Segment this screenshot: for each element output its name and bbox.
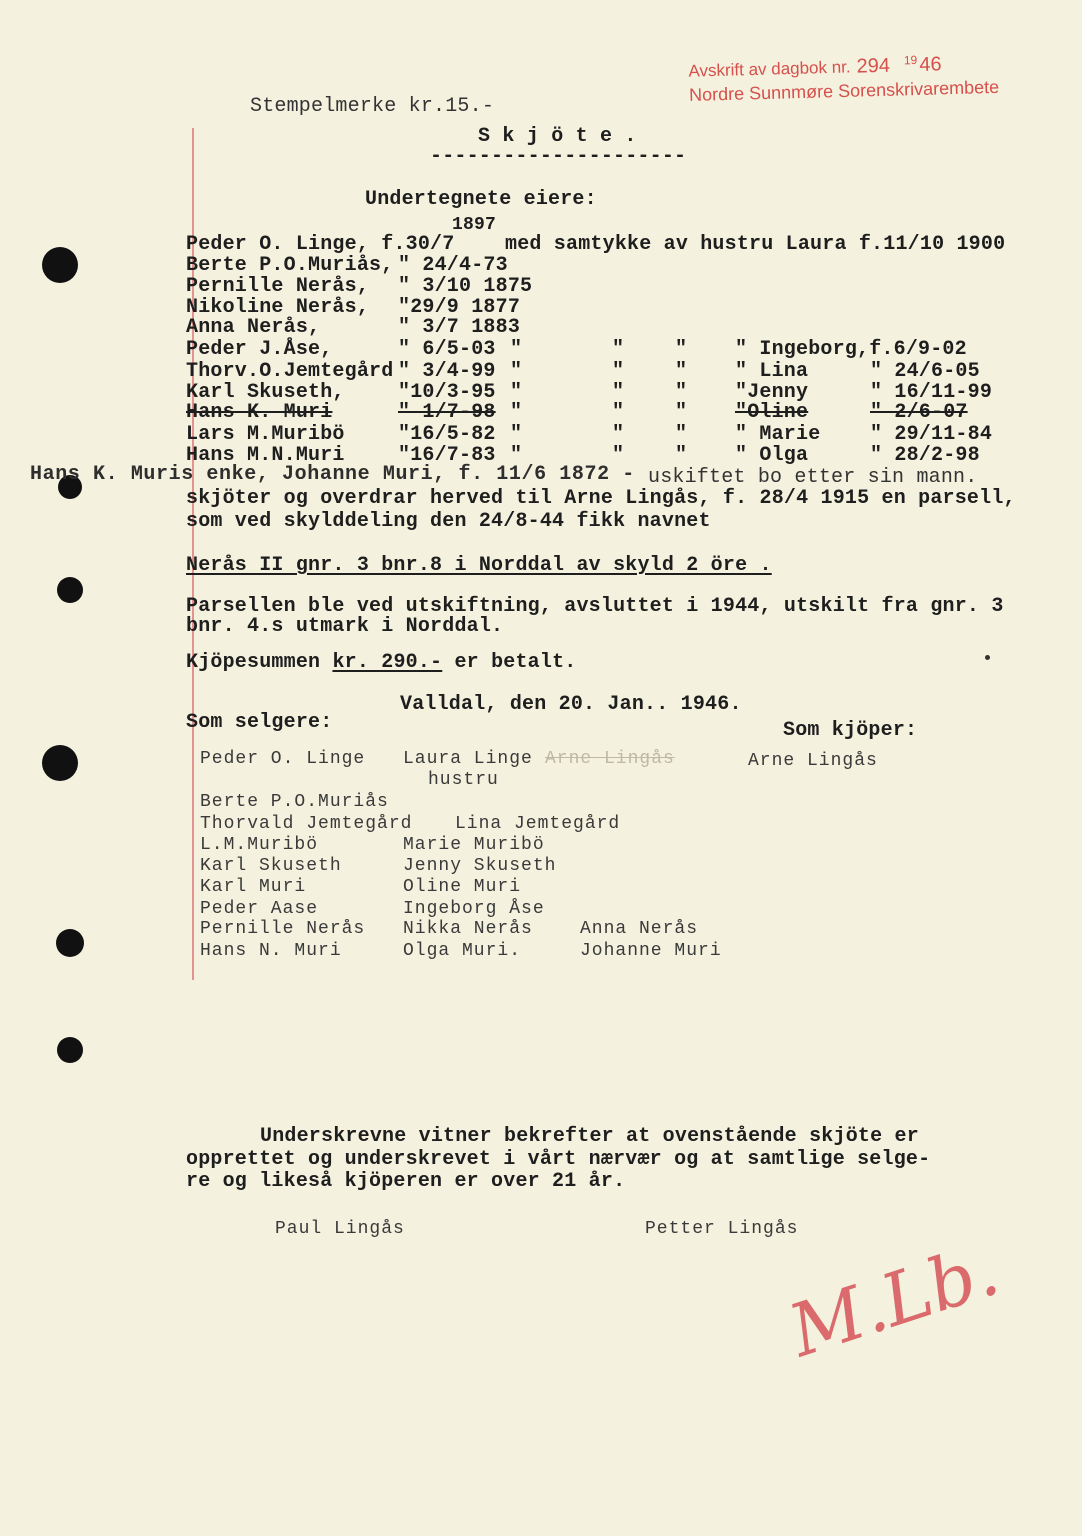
spouse-born: " 24/6-05 <box>870 360 980 383</box>
owner-row <box>0 339 1082 361</box>
ditto-mark: " <box>612 401 625 424</box>
owner-born: "10/3-95 <box>398 381 496 404</box>
ditto-mark: " <box>675 423 688 446</box>
spouse-name: " Ingeborg,f.6/9-02 <box>735 338 967 361</box>
seller-signature: Laura Linge <box>403 749 533 769</box>
punch-hole <box>57 1037 83 1063</box>
seller-signature: Olga Muri. <box>403 941 522 961</box>
witness-line-3: re og likeså kjöperen er over 21 år. <box>186 1170 626 1193</box>
ditto-mark: " <box>612 444 625 467</box>
title-rule: --------------------- <box>430 145 687 168</box>
seller-signature: Peder O. Linge <box>200 749 366 769</box>
ditto-mark: " <box>510 360 523 383</box>
spouse-consent: med samtykke av hustru Laura f.11/10 1900 <box>505 233 1006 256</box>
registry-stamp <box>688 46 999 106</box>
witness-line-1: Underskrevne vitner bekrefter at ovenstående skjöte er <box>260 1125 919 1148</box>
owner-name: Anna Nerås, <box>186 316 321 339</box>
conveyance-line-1: skjöter og overdrar herved til Arne Lingås, f. 28/4 1915 en parsell, <box>186 487 1016 510</box>
seller-signature: Karl Muri <box>200 877 307 897</box>
purchase-amount: kr. 290.- <box>332 651 443 674</box>
spouse-born: " 2/6-07 <box>870 401 968 424</box>
owner-name: Lars M.Muribö <box>186 423 345 446</box>
punch-hole <box>42 745 78 781</box>
seller-role: hustru <box>428 770 499 790</box>
stamp-text: Avskrift av dagbok nr. <box>688 57 851 81</box>
ink-dot <box>985 655 990 660</box>
stamp-diary-number: 294 <box>856 54 891 78</box>
spouse-name: " Lina <box>735 360 809 383</box>
owner-name: Berte P.O.Muriås, <box>186 254 394 277</box>
conveyance-line-2: som ved skylddeling den 24/8-44 fikk navnet <box>186 510 711 533</box>
ditto-mark: " <box>510 401 523 424</box>
seller-signature: Pernille Nerås <box>200 919 366 939</box>
stamp-year: 46 <box>919 53 942 76</box>
seller-signature: Marie Muribö <box>403 835 545 855</box>
origin-line-1: Parsellen ble ved utskiftning, avsluttet i 1944, utskilt fra gnr. 3 <box>186 595 1004 618</box>
owner-name: Nikoline Nerås, <box>186 296 370 319</box>
owner-row <box>0 276 1082 298</box>
ditto-mark: " <box>612 360 625 383</box>
spouse-name: " Marie <box>735 423 821 446</box>
widow-note: uskiftet bo etter sin mann. <box>648 466 978 489</box>
ditto-mark: " <box>510 381 523 404</box>
ditto-mark: " <box>675 338 688 361</box>
spouse-name: " Olga <box>735 444 809 467</box>
crossed-signature: Arne Lingås <box>545 749 675 769</box>
owner-row <box>0 255 1082 277</box>
seller-signature: Oline Muri <box>403 877 522 897</box>
sellers-heading: Som selgere: <box>186 711 333 734</box>
owner-born: " 1/7-98 <box>398 401 496 424</box>
handwritten-initials: M.Lb. <box>779 1227 1009 1373</box>
ditto-mark: " <box>510 444 523 467</box>
seller-signature: Lina Jemtegård <box>455 814 621 834</box>
owner-born: "16/7-83 <box>398 444 496 467</box>
seller-signature: L.M.Muribö <box>200 835 319 855</box>
origin-line-2: bnr. 4.s utmark i Norddal. <box>186 615 504 638</box>
ditto-mark: " <box>675 401 688 424</box>
spouse-name: "Jenny <box>735 381 809 404</box>
stamp-duty: Stempelmerke kr.15.- <box>250 95 495 118</box>
witness-signature: Petter Lingås <box>645 1219 799 1239</box>
place-date: Valldal, den 20. Jan.. 1946. <box>400 693 742 716</box>
stamp-office: Nordre Sunnmøre Sorenskrivarembete <box>688 76 1000 105</box>
owner-born: " 3/7 1883 <box>398 316 521 339</box>
owner-row <box>0 297 1082 319</box>
owners-heading: Undertegnete eiere: <box>365 188 597 211</box>
owner-name: Hans K. Muri <box>186 401 333 424</box>
seller-signature: Peder Aase <box>200 899 319 919</box>
buyer-heading: Som kjöper: <box>783 719 918 742</box>
seller-signature: Jenny Skuseth <box>403 856 557 876</box>
widow-line: Hans K. Muris enke, Johanne Muri, f. 11/6 1872 - <box>30 463 635 486</box>
owner-born: " 3/4-99 <box>398 360 496 383</box>
spouse-born: " 16/11-99 <box>870 381 993 404</box>
spouse-name: "Oline <box>735 401 809 424</box>
owner-name: Karl Skuseth, <box>186 381 345 404</box>
owner-name: Peder J.Åse, <box>186 338 333 361</box>
ditto-mark: " <box>675 444 688 467</box>
purchase-line <box>186 652 577 674</box>
seller-signature: Berte P.O.Muriås <box>200 792 389 812</box>
owner-name: Pernille Nerås, <box>186 275 370 298</box>
seller-signature: Nikka Nerås <box>403 919 533 939</box>
owner-row <box>0 424 1082 446</box>
property-description: Nerås II gnr. 3 bnr.8 i Norddal av skyld 2 öre . <box>186 554 772 577</box>
document-title: S k j ö t e . <box>478 125 637 148</box>
owner-birth-year: 1897 <box>452 215 497 235</box>
ditto-mark: " <box>510 338 523 361</box>
owner-row <box>0 317 1082 339</box>
ditto-mark: " <box>675 360 688 383</box>
witness-signature: Paul Lingås <box>275 1219 405 1239</box>
stamp-century: 19 <box>903 53 918 68</box>
seller-signature: Thorvald Jemtegård <box>200 814 413 834</box>
spouse-born: " 28/2-98 <box>870 444 980 467</box>
spouse-born: " 29/11-84 <box>870 423 993 446</box>
owner-born: " 3/10 1875 <box>398 275 533 298</box>
seller-signature: Hans N. Muri <box>200 941 342 961</box>
punch-hole <box>56 929 84 957</box>
owner-name: Peder O. Linge, f.30/7 <box>186 233 455 256</box>
owner-born: " 24/4-73 <box>398 254 508 277</box>
purchase-label: Kjöpesummen <box>186 651 321 674</box>
ditto-mark: " <box>612 338 625 361</box>
ditto-mark: " <box>612 381 625 404</box>
purchase-status: er betalt. <box>454 651 577 674</box>
ditto-mark: " <box>612 423 625 446</box>
owner-born: "29/9 1877 <box>398 296 521 319</box>
owner-born: "16/5-82 <box>398 423 496 446</box>
seller-signature: Ingeborg Åse <box>403 899 545 919</box>
seller-signature: Johanne Muri <box>580 941 722 961</box>
ditto-mark: " <box>675 381 688 404</box>
owner-name: Hans M.N.Muri <box>186 444 345 467</box>
punch-hole <box>57 577 83 603</box>
owner-row <box>0 361 1082 383</box>
seller-signature: Anna Nerås <box>580 919 699 939</box>
owner-name: Thorv.O.Jemtegård <box>186 360 394 383</box>
seller-signature: Karl Skuseth <box>200 856 342 876</box>
owner-row <box>0 215 1082 256</box>
buyer-signature: Arne Lingås <box>748 751 878 771</box>
owner-row-struck <box>0 402 1082 424</box>
owner-born: " 6/5-03 <box>398 338 496 361</box>
witness-line-2: opprettet og underskrevet i vårt nærvær og at samtlige selge- <box>186 1148 931 1171</box>
ditto-mark: " <box>510 423 523 446</box>
